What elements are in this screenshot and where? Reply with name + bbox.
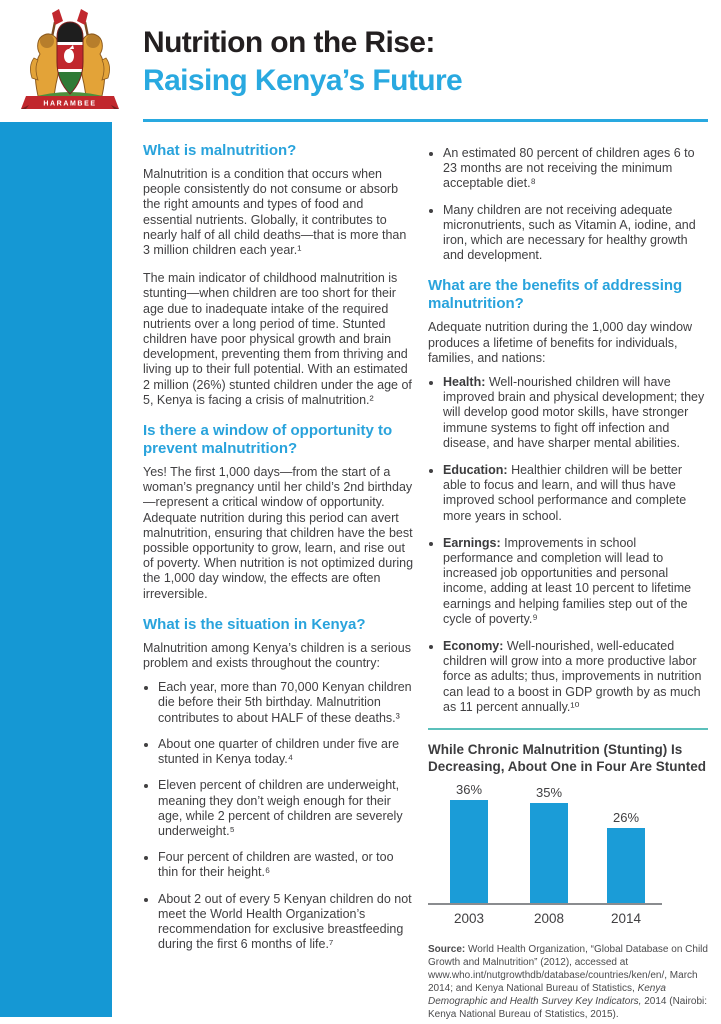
x-axis-labels: [428, 911, 662, 929]
bar-group-2008: [530, 785, 568, 903]
benefit-text: Well-nourished children will have improved brain and physical development; they will develop good motor skills, have stronger immune systems to fight off infection and disease, and have sharper mental abilities.: [443, 375, 705, 450]
list-item: • About one quarter of children under five are stunted in Kenya today.⁴: [158, 737, 414, 767]
chart-source-note: [428, 943, 708, 1021]
benefit-label: Education:: [443, 463, 508, 478]
benefit-label: Economy:: [443, 639, 504, 654]
coat-of-arms-graphic: [14, 8, 126, 114]
list-item: • Each year, more than 70,000 Kenyan children die before their 5th birthday. Malnutrition contributes to about HALF of these deaths.³: [158, 680, 414, 726]
bar-chart: [428, 782, 662, 905]
benefit-text: Healthier children will be better able to focus and learn, and will thus have improved school performance and complete more years in school.: [443, 463, 687, 523]
list-item: • An estimated 80 percent of children ages 6 to 23 months are not receiving the minimum acceptable diet.⁸: [443, 146, 708, 192]
x-axis-tick-label: 2003: [453, 911, 485, 926]
list-item: • Eleven percent of children are underweight, meaning they don’t weigh enough for their age, while 2 percent of children are severely underweight.⁵: [158, 778, 414, 839]
list-item: • Many children are not receiving adequate micronutrients, such as Vitamin A, iodine, and iron, which are necessary for healthy growth and development.: [443, 203, 708, 264]
left-column: [143, 142, 414, 963]
bar-group-2003: [450, 782, 488, 903]
paragraph: Adequate nutrition during the 1,000 day window produces a lifetime of benefits for individuals, families, and nations:: [428, 320, 693, 365]
chart-top-rule: [428, 728, 708, 730]
chart-title: While Chronic Malnutrition (Stunting) Is Decreasing, About One in Four Are Stunted: [428, 742, 707, 774]
stunting-chart-panel: [428, 728, 708, 1021]
list-item-education: [443, 463, 708, 524]
statistics-list: [428, 146, 708, 263]
rooster-icon: [64, 49, 74, 63]
section-heading-benefits: What are the benefits of addressing malnutrition?: [428, 277, 683, 313]
header-rule: [143, 119, 708, 122]
title-line-1: Nutrition on the Rise:: [143, 26, 435, 59]
chart-bar: [530, 803, 568, 903]
banner-text: HARAMBEE: [43, 100, 97, 108]
source-italic-title: Kenya Demographic and Health Survey Key Indicators,: [428, 983, 666, 1007]
bar-value-label: 36%: [455, 782, 483, 797]
source-text: 2014 (Nairobi: Kenya National Bureau of Statistics, 2015).: [428, 996, 708, 1020]
bar-group-2014: [607, 810, 645, 903]
x-axis-tick-label: 2014: [610, 911, 642, 926]
lion-left-icon: [30, 34, 59, 96]
lion-right-icon: [80, 34, 109, 96]
shield-icon: [54, 20, 86, 96]
paragraph: Malnutrition is a condition that occurs when people consistently do not consume or absorb the right amounts and types of food and essential nutrients. Globally, it contributes to nearly half of all child deaths—that is more than 3 million children each year.¹: [143, 167, 407, 258]
kenya-coat-of-arms-logo: [14, 8, 126, 114]
left-accent-band: [0, 122, 112, 1017]
source-label: Source:: [428, 944, 466, 955]
section-heading-window-of-opportunity: Is there a window of opportunity to prevent malnutrition?: [143, 422, 393, 458]
source-text: World Health Organization, “Global Database on Child Growth and Malnutrition” (2012), accessed at www.who.int/nutgrowthdb/database/countries/ken/en/, March 2014; and Kenya National Bureau of Statistics,: [428, 944, 708, 994]
benefit-label: Earnings:: [443, 535, 501, 550]
paragraph: Malnutrition among Kenya’s children is a serious problem and exists throughout the country:: [143, 640, 411, 671]
page-title: [143, 24, 703, 100]
benefit-text: Well-nourished, well-educated children will grow into a more productive labor force as adults; thus, improvements in nutrition can lead to a boost in GDP growth by as much as 11 percent annually.¹⁰: [443, 639, 702, 714]
benefits-list: [428, 375, 708, 715]
right-column: [428, 146, 708, 727]
list-item-economy: [443, 639, 708, 715]
list-item-health: [443, 375, 708, 451]
harambee-banner: [21, 96, 119, 109]
benefit-text: Improvements in school performance and completion will lead to increased job opportunities and personal income, adding at least 10 percent to lifetime earnings and helping families step out of the cycle of poverty.⁹: [443, 535, 692, 626]
list-item: • About 2 out of every 5 Kenyan children do not meet the World Health Organization’s recommendation for exclusive breastfeeding during the first 6 months of life.⁷: [158, 892, 414, 953]
bar-value-label: 35%: [535, 785, 563, 800]
chart-bar: [450, 800, 488, 903]
kenya-situation-list: [143, 680, 414, 952]
list-item: • Four percent of children are wasted, or too thin for their height.⁶: [158, 850, 414, 880]
bar-value-label: 26%: [612, 810, 640, 825]
chart-bar: [607, 828, 645, 903]
title-line-2: Raising Kenya’s Future: [143, 64, 463, 97]
benefit-label: Health:: [443, 375, 486, 390]
list-item-earnings: [443, 536, 708, 627]
x-axis-tick-label: 2008: [533, 911, 565, 926]
section-heading-what-is-malnutrition: What is malnutrition?: [143, 142, 297, 159]
paragraph: The main indicator of childhood malnutrition is stunting—when children are too short for their age due to inadequate intake of the required nutrients over a long period of time. Stunted children have poor physical growth and brain development, preventing them from thriving and living up to their full potential. With an estimated 2 million (26%) stunted children under the age of 5, Kenya is facing a crisis of malnutrition.²: [143, 271, 412, 407]
section-heading-situation-in-kenya: What is the situation in Kenya?: [143, 615, 366, 633]
paragraph: Yes! The first 1,000 days—from the start of a woman’s pregnancy until her child’s 2nd birthday—represent a critical window of opportunity. Adequate nutrition during this period can avert malnutrition, ensuring that children have the best possible opportunity to grow, learn, and rise out of poverty. When nutrition is not optimized during the 1,000 day window, the effects are often irreversible.: [143, 465, 414, 601]
